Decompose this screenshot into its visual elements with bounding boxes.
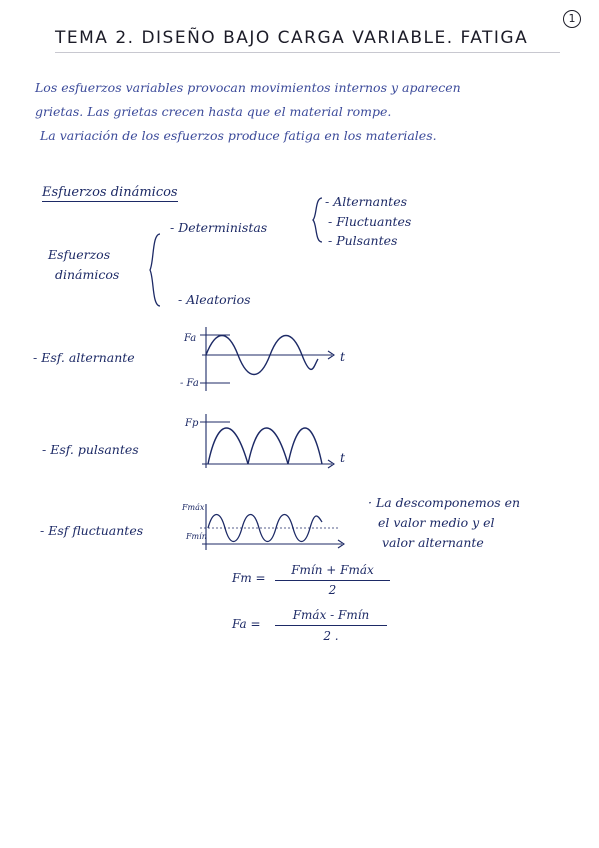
page-number: 1 <box>563 10 581 28</box>
page-title: TEMA 2. DISEÑO BAJO CARGA VARIABLE. FATIGA <box>55 28 529 48</box>
graph-fluctuating-label: - Esf fluctuantes <box>40 523 144 538</box>
tree-sub-pulsating: - Pulsantes <box>328 233 398 248</box>
tree-root-line-1: Esfuerzos <box>48 247 111 262</box>
fluctuating-note-line-2: el valor medio y el <box>378 515 495 530</box>
graph-alternating-label: - Esf. alternante <box>33 350 135 365</box>
tree-sub-fluctuating: - Fluctuantes <box>328 214 412 229</box>
graph-alternating-bottom-label: - Fa <box>180 378 199 389</box>
intro-line-3: La variación de los esfuerzos produce fatiga en los materiales. <box>40 128 437 143</box>
fluctuating-note-line-3: valor alternante <box>382 535 484 550</box>
brace-main <box>146 232 166 308</box>
tree-sub-alternating: - Alternantes <box>325 194 408 209</box>
graph-pulsating-top-label: Fp <box>185 418 199 429</box>
graph-pulsating-label: - Esf. pulsantes <box>42 442 139 457</box>
formula-fa-lhs: Fa = <box>232 617 261 631</box>
formula-fa-denominator: 2 . <box>323 629 339 643</box>
graph-pulsating-plot <box>200 412 340 472</box>
fluctuating-note-line-1: · La descomponemos en <box>368 495 521 510</box>
formula-fm-fraction-bar <box>275 580 390 581</box>
brace-sub <box>310 196 326 244</box>
graph-alternating-top-label: Fa <box>184 333 197 344</box>
intro-line-2: grietas. Las grietas crecen hasta que el material rompe. <box>35 104 392 119</box>
graph-fluctuating-top-label: Fmáx <box>182 503 205 512</box>
formula-fm-numerator: Fmín + Fmáx <box>291 563 374 577</box>
formula-fm-lhs: Fm = <box>232 571 266 585</box>
formula-fa-numerator: Fmáx - Fmín <box>292 608 370 622</box>
tree-branch-random: - Aleatorios <box>178 292 251 307</box>
graph-alternating-plot <box>200 325 340 395</box>
graph-fluctuating-bottom-label: Fmín <box>186 532 207 541</box>
intro-line-1: Los esfuerzos variables provocan movimientos internos y aparecen <box>35 80 461 95</box>
graph-pulsating-axis-label: t <box>340 450 346 465</box>
graph-alternating-axis-label: t <box>340 349 346 364</box>
tree-root-line-2: dinámicos <box>55 267 120 282</box>
graph-fluctuating-plot <box>200 502 350 552</box>
formula-fm-denominator: 2 <box>328 583 337 597</box>
section-heading: Esfuerzos dinámicos <box>42 185 178 200</box>
title-underline <box>55 52 560 53</box>
tree-branch-deterministic: - Deterministas <box>170 220 268 235</box>
formula-fa-fraction-bar <box>275 625 387 626</box>
